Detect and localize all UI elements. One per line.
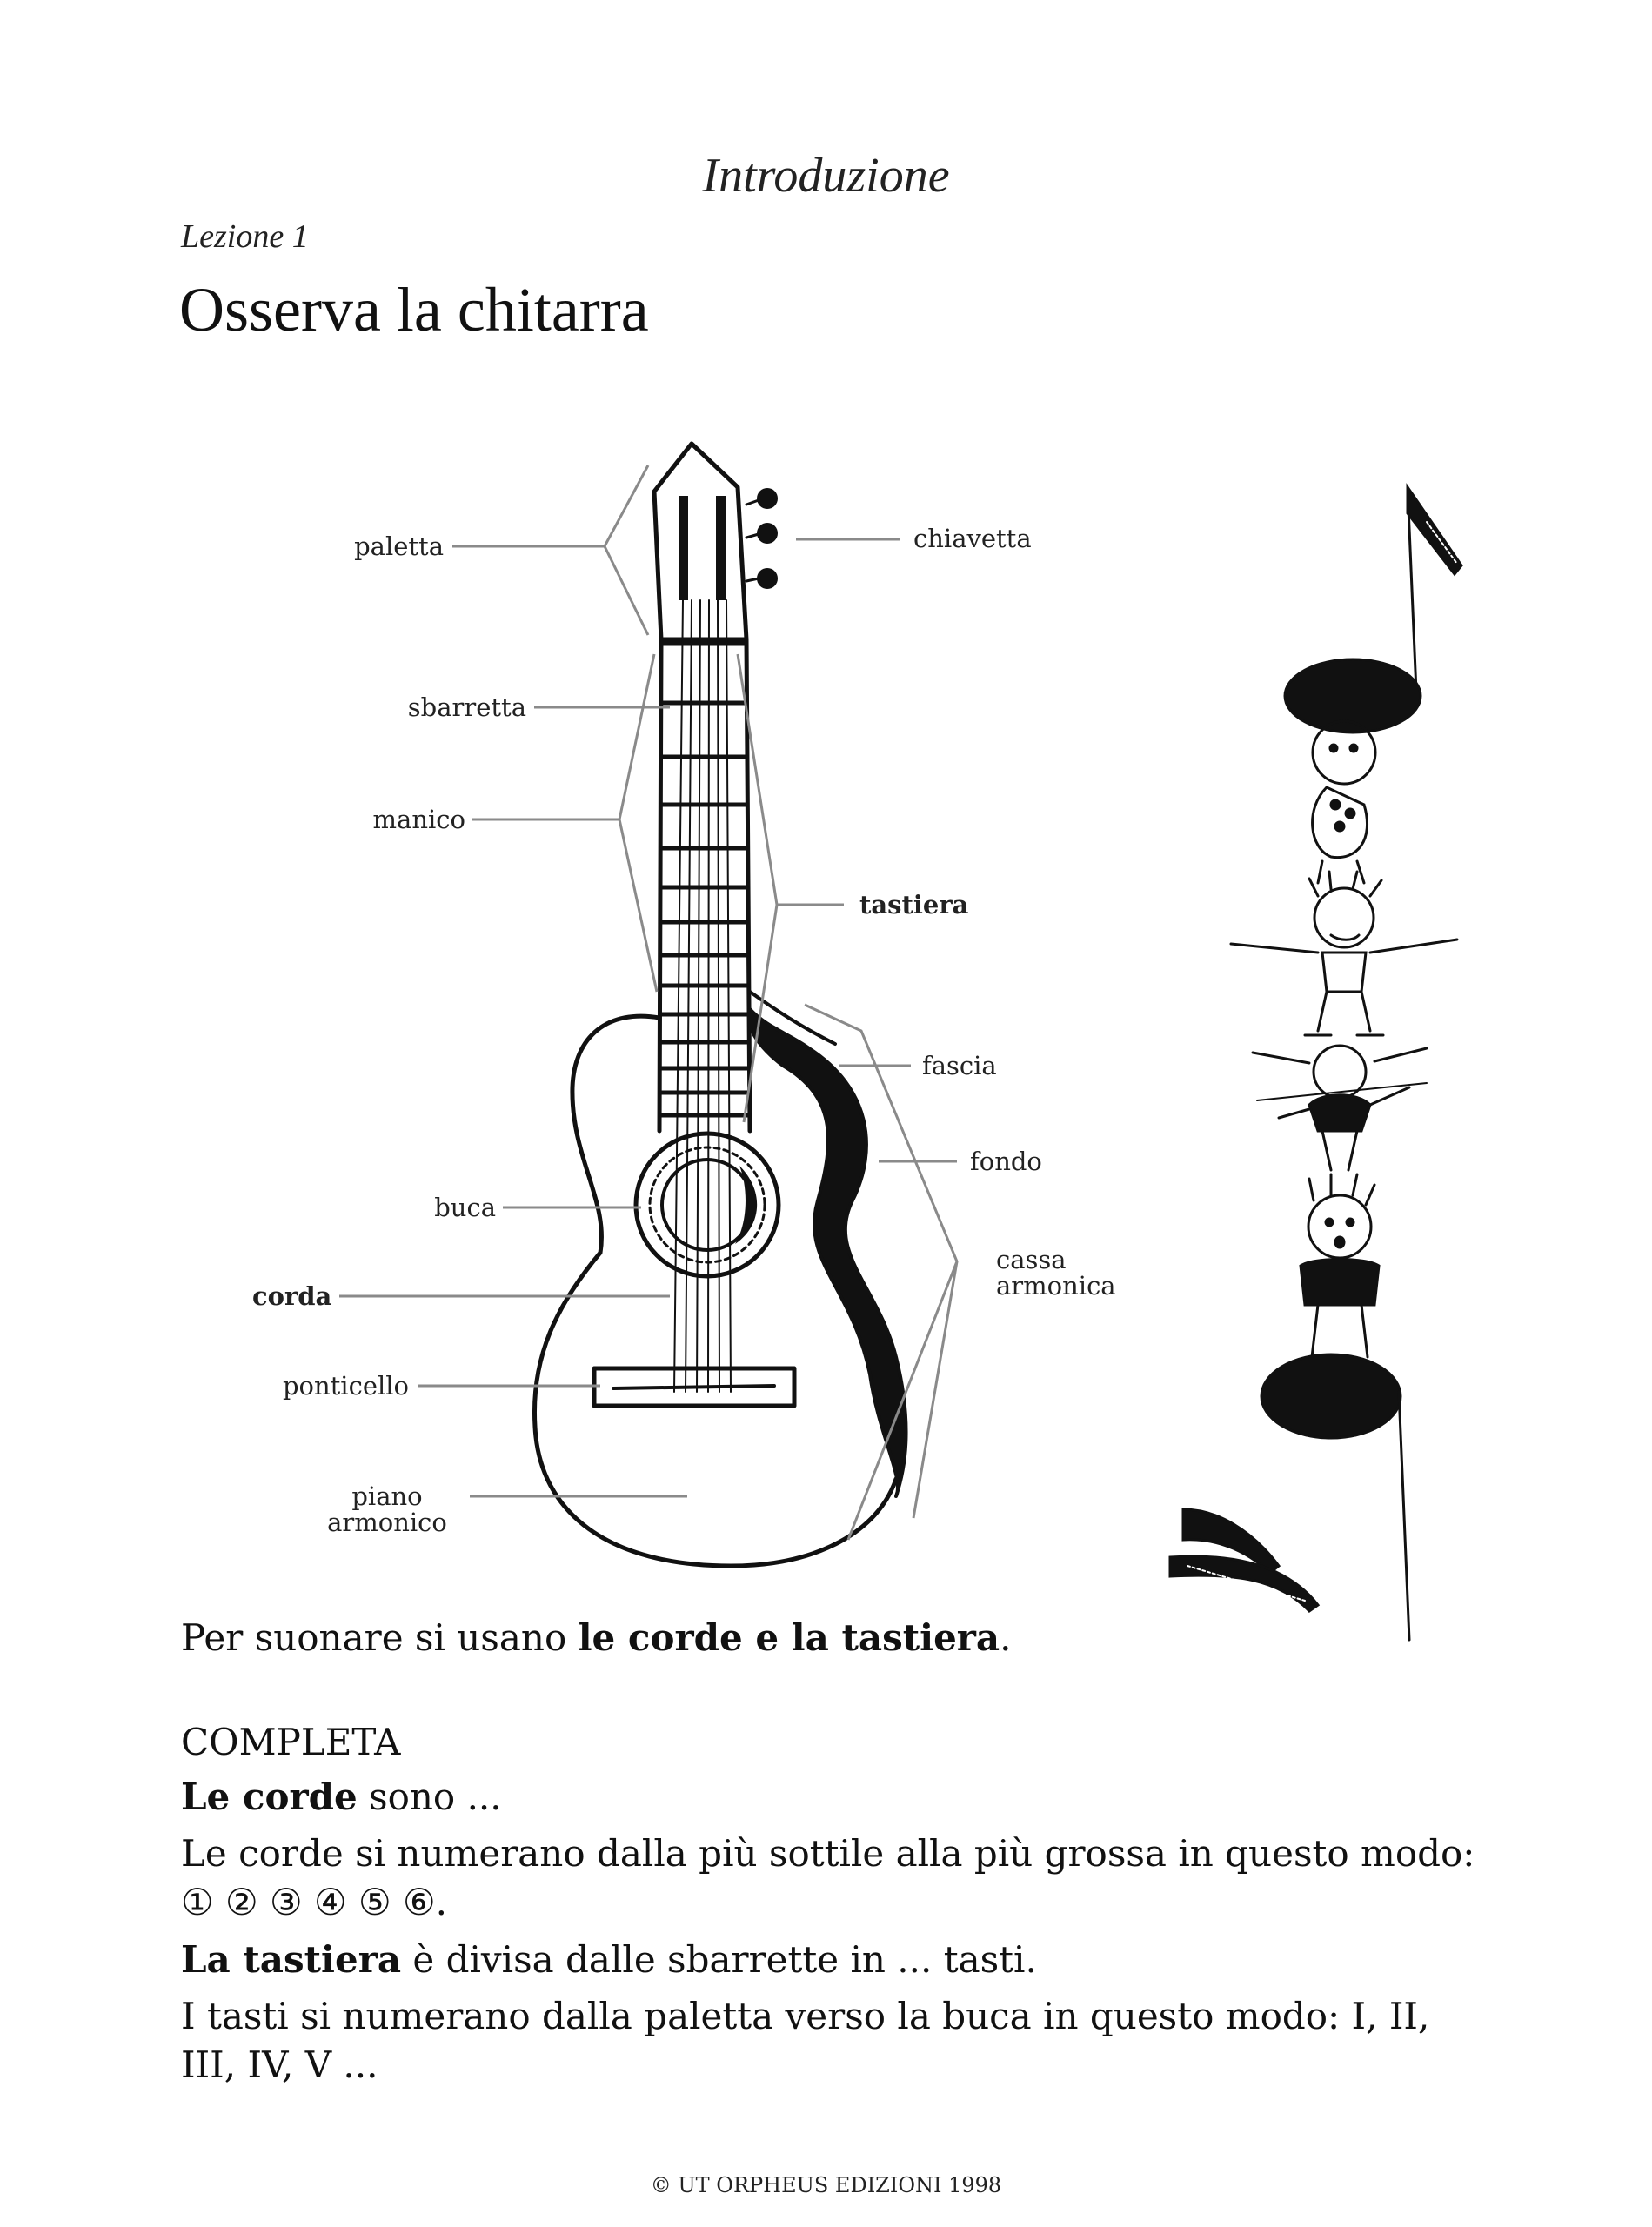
exercise-line4: I tasti si numerano dalla paletta verso la buca in questo modo: I, II, III, IV, V ... — [181, 1995, 1430, 2086]
label-cassa-line2: armonica — [996, 1271, 1116, 1301]
tuning-peg — [757, 523, 778, 544]
label-corda: corda — [252, 1281, 332, 1311]
label-piano-armonico — [313, 1483, 461, 1535]
section-title: Introduzione — [702, 149, 950, 203]
label-cassa-line1: cassa — [996, 1245, 1067, 1274]
lesson-number: Lezione 1 — [181, 218, 309, 255]
exercise-line3 — [181, 1936, 1486, 1984]
lesson-title: Osserva la chitarra — [179, 275, 649, 344]
label-fondo: fondo — [970, 1147, 1042, 1176]
exercise-heading: COMPLETA — [181, 1721, 401, 1763]
label-buca: buca — [434, 1193, 496, 1222]
leader-tastiera — [738, 654, 844, 905]
frets — [661, 644, 749, 1115]
intro-post: . — [1000, 1616, 1012, 1659]
label-tastiera: tastiera — [859, 890, 969, 920]
intro-pre: Per suonare si usano — [181, 1616, 579, 1659]
label-piano-line1: piano — [351, 1481, 423, 1511]
exercise-line1 — [181, 1773, 1486, 1822]
guitar-illustration — [534, 444, 906, 1566]
label-paletta: paletta — [354, 532, 444, 561]
label-fascia: fascia — [922, 1051, 997, 1080]
label-ponticello: ponticello — [282, 1371, 409, 1401]
label-chiavetta: chiavetta — [913, 524, 1032, 553]
leader-lines — [339, 465, 957, 1540]
label-sbarretta: sbarretta — [407, 692, 526, 722]
label-cassa-armonica — [996, 1247, 1116, 1299]
exercise-line1-rest: sono ... — [357, 1776, 502, 1818]
label-manico: manico — [372, 805, 465, 834]
intro-bold: le corde e la tastiera — [578, 1616, 1000, 1659]
label-piano-line2: armonico — [327, 1508, 447, 1537]
exercise-line3-rest: è divisa dalle sbarrette in ... tasti. — [401, 1938, 1037, 1981]
exercise-line2: Le corde si numerano dalla più sottile alla più grossa in questo modo: ① ② ③ ④ ⑤ ⑥. — [181, 1832, 1475, 1923]
leader-manico — [472, 654, 654, 819]
copyright: © UT ORPHEUS EDIZIONI 1998 — [650, 2173, 1002, 2197]
intro-sentence — [181, 1614, 1486, 1662]
exercise-line3-bold: La tastiera — [181, 1938, 402, 1981]
tuning-peg — [757, 568, 778, 589]
leader-paletta — [452, 465, 648, 546]
tuning-peg — [757, 488, 778, 509]
exercise-line1-bold: Le corde — [181, 1776, 358, 1818]
cartoon-illustration — [1170, 487, 1461, 1640]
